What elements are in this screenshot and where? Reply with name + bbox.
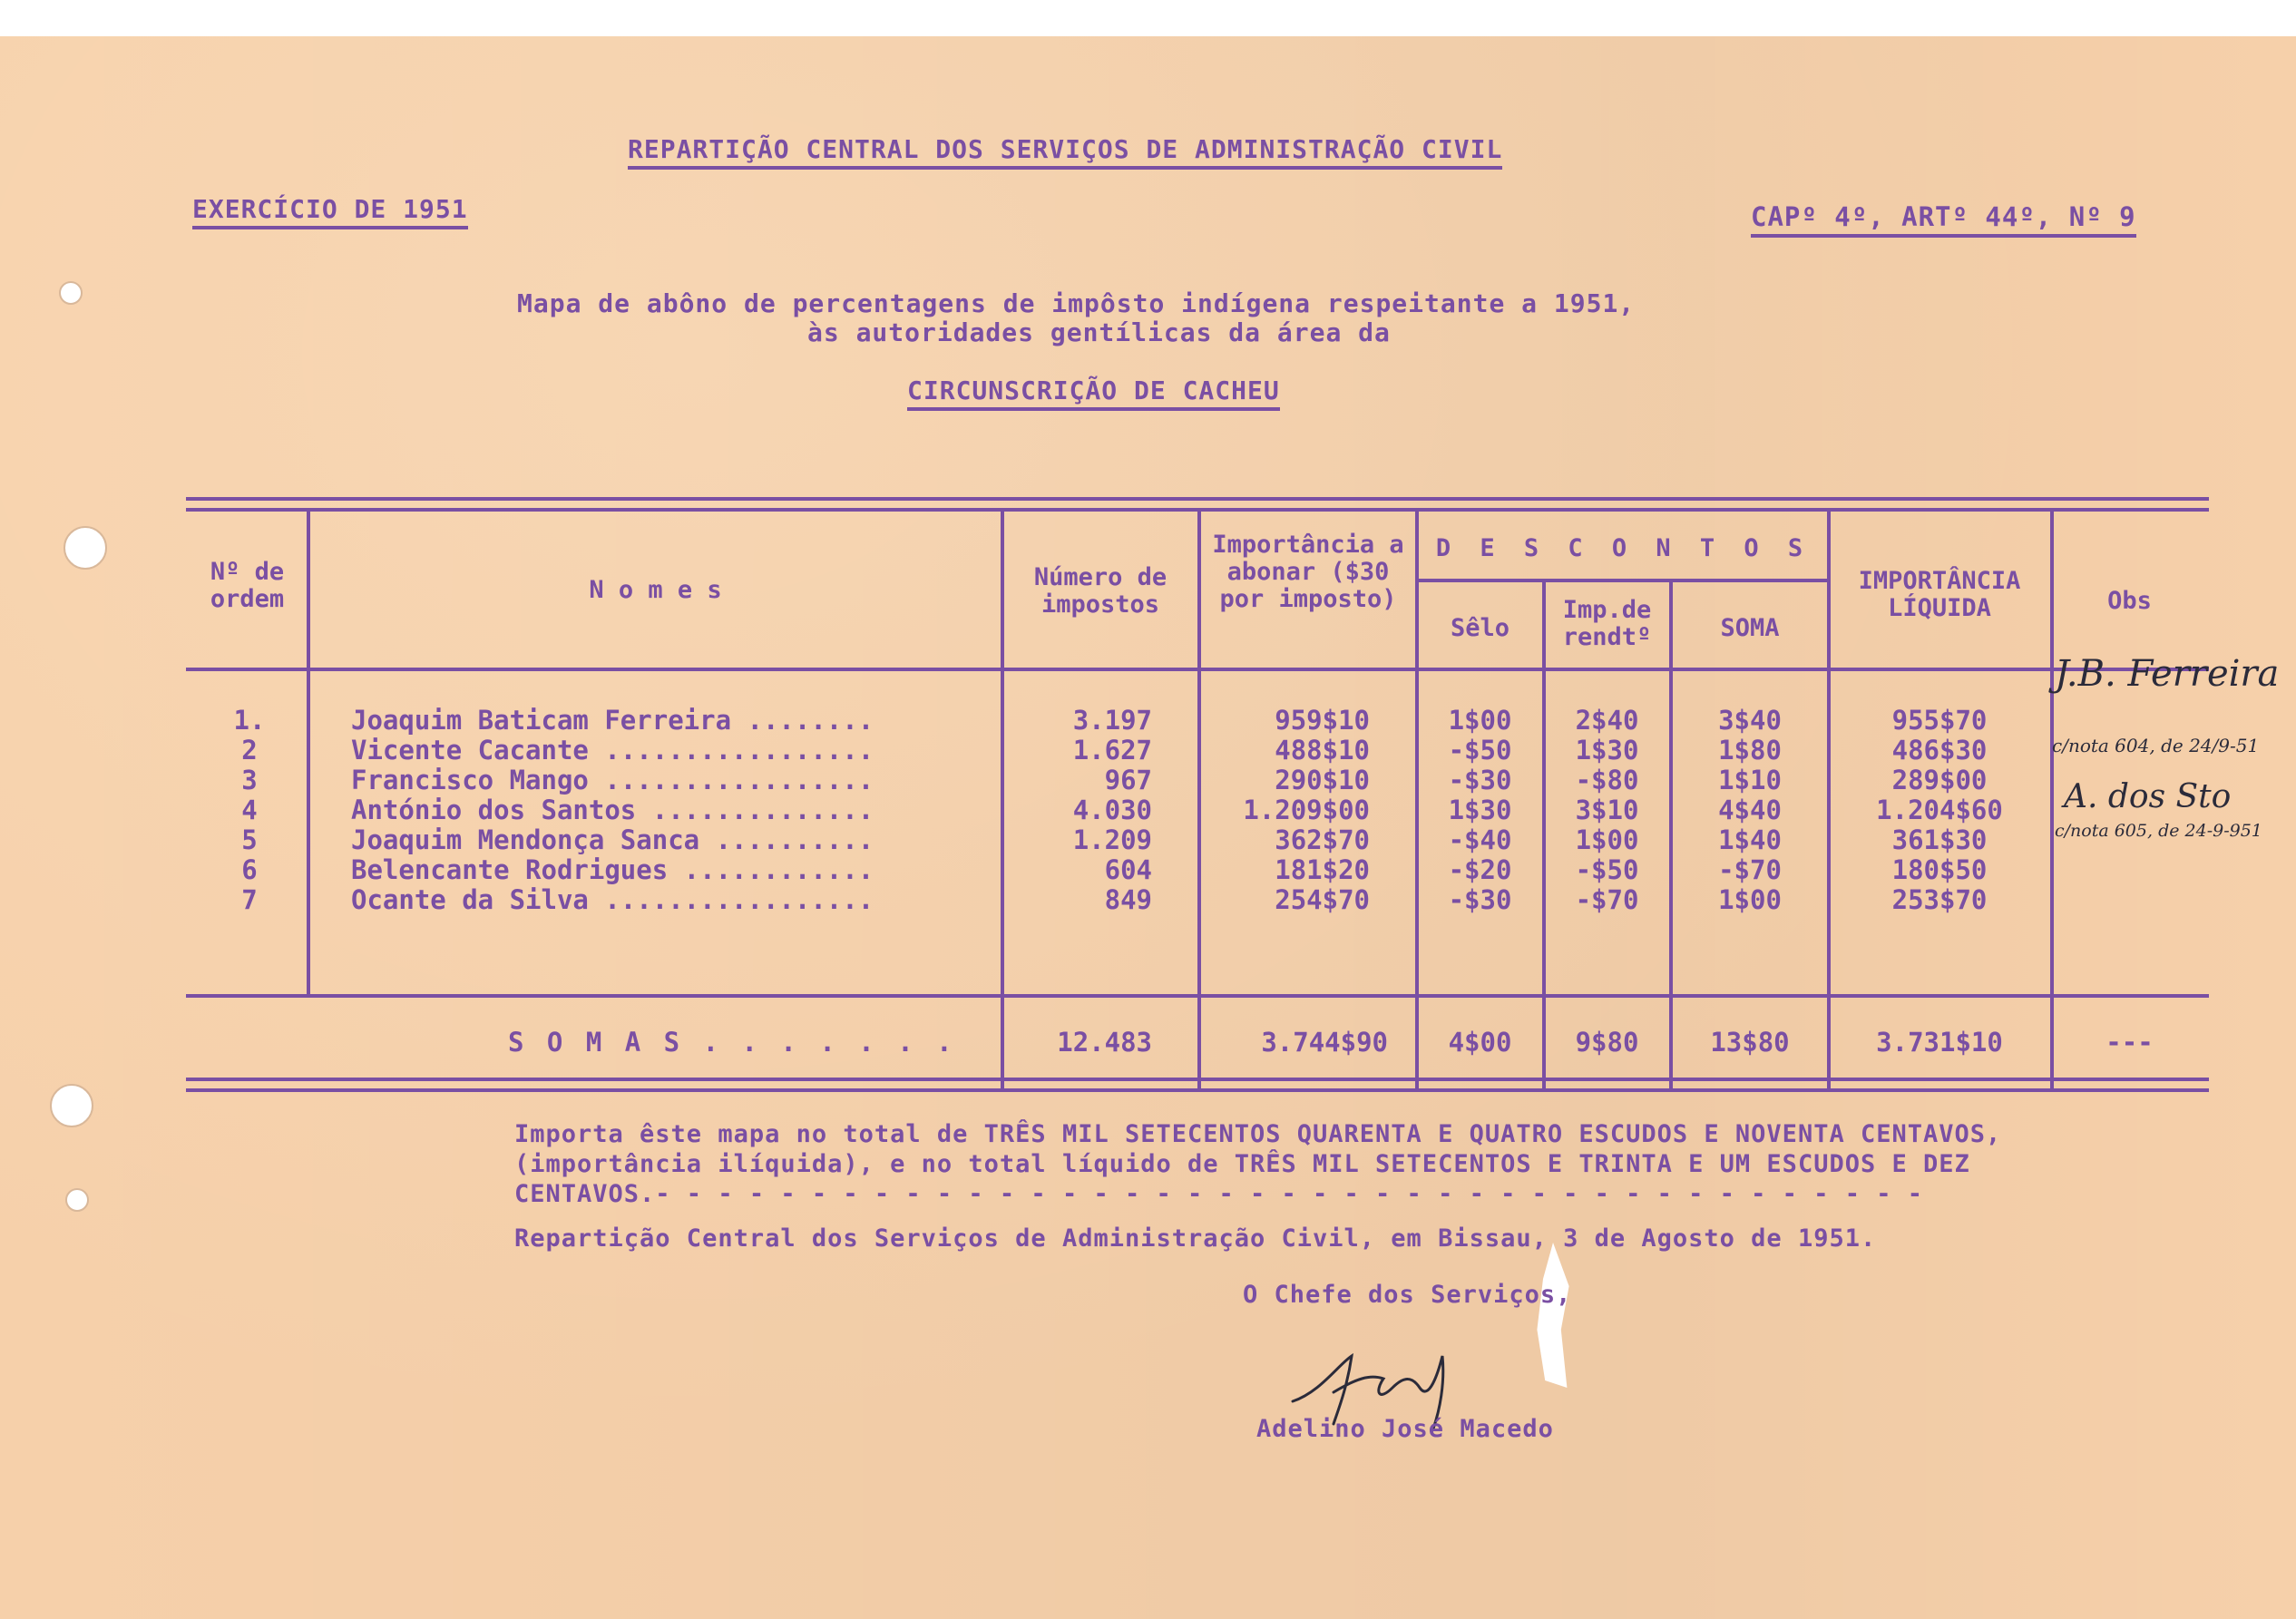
subtitle-line-2: às autoridades gentílicas da área da [807,317,1391,347]
punch-hole [59,281,83,305]
row-sum: 1$10 [1718,765,1782,795]
paper-tear [1533,1243,1573,1388]
row-amount: 181$20 [1275,854,1370,885]
row-name: Belencante Rodrigues ............ [351,854,874,885]
header-discounts: D E S C O N T O S [1435,534,1811,562]
handwritten-note: A. dos Sto [2064,778,2232,815]
row-sum: 3$40 [1718,705,1782,736]
row-order: 3 [241,765,258,795]
totals-sum: 13$80 [1710,1027,1790,1058]
row-taxes: 967 [1104,765,1152,795]
row-name: António dos Santos .............. [351,795,874,825]
row-stamp: -$30 [1448,765,1512,795]
row-income: 2$40 [1575,705,1639,736]
row-taxes: 849 [1104,884,1152,915]
row-sum: 4$40 [1718,795,1782,825]
row-order: 4 [241,795,258,825]
header-obs: Obs [2107,587,2152,615]
department-title: REPARTIÇÃO CENTRAL DOS SERVIÇOS DE ADMINISTRAÇÃO CIVIL [628,134,1502,170]
row-order: 6 [241,854,258,885]
header-stamp: Sêlo [1450,614,1510,642]
row-taxes: 604 [1104,854,1152,885]
row-stamp: -$50 [1448,735,1512,766]
footer-line-1: Importa êste mapa no total de TRÊS MIL SETECENTOS QUARENTA E QUATRO ESCUDOS E NOVENTA CENTAVOS, [514,1120,2002,1148]
row-sum: 1$80 [1718,735,1782,766]
row-taxes: 1.209 [1072,824,1152,855]
handwritten-note: c/nota 605, de 24-9-951 [2055,821,2262,841]
row-amount: 488$10 [1275,735,1370,766]
header-order: Nº de ordem [210,558,285,613]
row-amount: 290$10 [1275,765,1370,795]
row-income: -$80 [1575,765,1639,795]
footer-line-3: CENTAVOS.- - - - - - - - - - - - - - - - - - - - - - - - - - - - - - - - - - - - - - - - - [514,1180,1923,1208]
row-sum: -$70 [1718,854,1782,885]
place-date: Repartição Central dos Serviços de Administração Civil, em Bissau, 3 de Agosto de 1951. [514,1224,1877,1253]
row-net: 180$50 [1891,854,1988,885]
header-net: IMPORTÂNCIA LÍQUIDA [1858,567,2021,622]
tax-table [186,497,2209,1091]
row-amount: 362$70 [1275,824,1370,855]
header-names: N o m e s [589,576,722,604]
header-income-tax: Imp.de rendtº [1562,596,1652,651]
row-net: 1.204$60 [1876,795,2003,825]
totals-stamp: 4$00 [1448,1027,1512,1058]
footer-line-2: (importância ilíquida), e no total líquido de TRÊS MIL SETECENTOS E TRINTA E UM ESCUDOS E DEZ [514,1150,1970,1178]
row-amount: 1.209$00 [1243,795,1370,825]
totals-obs: --- [2105,1027,2154,1058]
exercise-label: EXERCÍCIO DE 1951 [192,194,468,229]
totals-income: 9$80 [1575,1027,1639,1058]
row-name: Francisco Mango ................. [351,765,874,795]
punch-hole [50,1084,93,1127]
row-name: Joaquim Mendonça Sanca .......... [351,824,874,855]
punch-hole [64,526,107,570]
circumscription-title: CIRCUNSCRIÇÃO DE CACHEU [907,375,1280,411]
row-order: 2 [241,735,258,766]
row-stamp: -$40 [1448,824,1512,855]
totals-label: S O M A S . . . . . . . [508,1027,956,1058]
handwritten-note: c/nota 604, de 24/9-51 [2052,735,2260,756]
row-amount: 959$10 [1275,705,1370,736]
row-sum: 1$00 [1718,884,1782,915]
paper-sheet [0,36,2296,1619]
header-sum: SOMA [1720,614,1780,642]
row-sum: 1$40 [1718,824,1782,855]
row-taxes: 3.197 [1072,705,1152,736]
header-amount: Importância a abonar ($30 por imposto) [1212,531,1404,613]
row-stamp: 1$30 [1448,795,1512,825]
row-net: 486$30 [1891,735,1988,766]
row-income: -$70 [1575,884,1639,915]
header-num-taxes: Número de impostos [1033,563,1168,619]
row-order: 1. [233,705,266,736]
row-name: Vicente Cacante ................. [351,735,874,766]
row-order: 7 [241,884,258,915]
row-net: 955$70 [1891,705,1988,736]
row-income: 3$10 [1575,795,1639,825]
totals-taxes: 12.483 [1057,1027,1152,1058]
row-stamp: -$30 [1448,884,1512,915]
chapter-label: CAPº 4º, ARTº 44º, Nº 9 [1751,201,2136,238]
row-amount: 254$70 [1275,884,1370,915]
row-taxes: 1.627 [1072,735,1152,766]
row-income: 1$00 [1575,824,1639,855]
totals-net: 3.731$10 [1876,1027,2003,1058]
punch-hole [65,1188,89,1212]
row-name: Ocante da Silva ................. [351,884,874,915]
row-net: 289$00 [1891,765,1988,795]
row-stamp: 1$00 [1448,705,1512,736]
signatory-name: Adelino José Macedo [1256,1415,1554,1443]
signature-title: O Chefe dos Serviços, [1243,1281,1572,1309]
row-net: 361$30 [1891,824,1988,855]
subtitle-line-1: Mapa de abôno de percentagens de impôsto indígena respeitante a 1951, [517,288,1636,318]
row-income: 1$30 [1575,735,1639,766]
row-stamp: -$20 [1448,854,1512,885]
row-income: -$50 [1575,854,1639,885]
row-name: Joaquim Baticam Ferreira ........ [351,705,874,736]
row-net: 253$70 [1891,884,1988,915]
totals-amount: 3.744$90 [1261,1027,1388,1058]
row-order: 5 [241,824,258,855]
row-taxes: 4.030 [1072,795,1152,825]
handwritten-note: J.B. Ferreira [2055,653,2280,695]
